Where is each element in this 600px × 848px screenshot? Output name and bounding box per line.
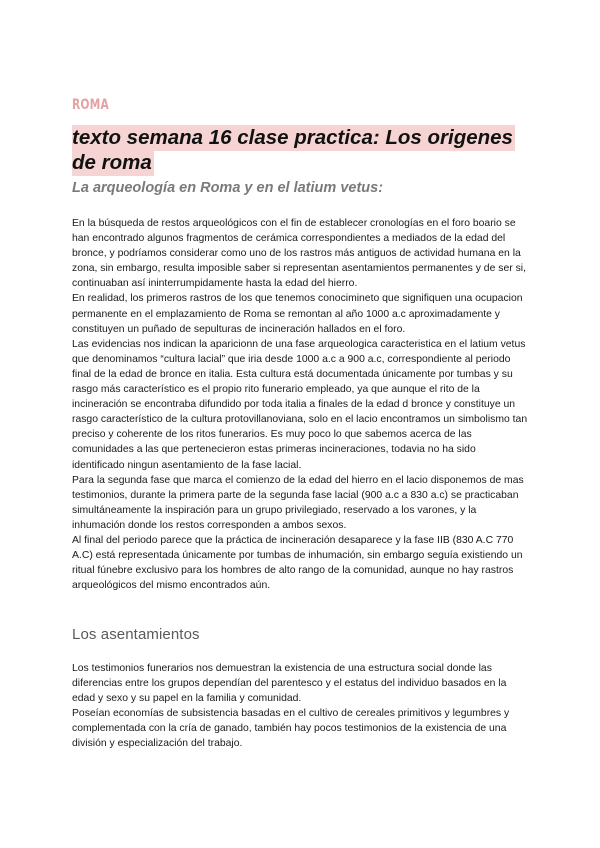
document-title — [72, 126, 542, 175]
document-kicker: ROMA — [72, 97, 109, 113]
paragraph: Para la segunda fase que marca el comienzo de la edad del hierro en el lacio disponemos de mas testimonios, durante la primera parte de la segunda fase lacial (900 a.c a 830 a.c) se practicaban simultáneamente la inspiración para un grupo privilegiado, reservado a los varones, y la inhumación donde los restos corresponden a ambos sexos. — [72, 474, 524, 531]
paragraph: Poseían economías de subsistencia basadas en el cultivo de cereales primitivos y legumbres y complementada con la cría de ganado, también hay pocos testimonios de la existencia de una división y especialización del trabajo. — [72, 708, 510, 750]
paragraph: Los testimonios funerarios nos demuestran la existencia de una estructura social donde las diferencias entre los grupos dependían del parentesco y el estatus del individuo basados en la edad y sexo y su papel en la familia y comunidad. — [72, 663, 507, 705]
section-asentamientos-body — [72, 661, 528, 752]
document-title-text: texto semana 16 clase practica: Los origenes de roma — [72, 126, 513, 174]
paragraph: Al final del periodo parece que la práctica de incineración desaparece y la fase IIB (830 A.C 770 A.C) está representada únicamente por tumbas de inhumación, sin embargo seguía existiendo un ritual fúnebre exclusivo para los hombres de alto rango de la comunidad, aunque no hay rastros arqueológicos del mismo encontrados aún. — [72, 534, 523, 592]
paragraph: En la búsqueda de restos arqueológicos con el fin de establecer cronologías en el foro boario se han encontrado algunos fragmentos de cerámica correspondientes a mediados de la edad del bronce, y podríamos considerar como uno de los rastros más antiguos de actividad humana en la zona, sin embargo, resulta imposible saber si representan asentamientos permanentes y de ser si, continuaban así ininterrumpidamente hasta la edad del hierro. — [72, 218, 526, 290]
document-subtitle: La arqueología en Roma y en el latium vetus: — [72, 180, 384, 196]
section-heading-asentamientos: Los asentamientos — [72, 626, 200, 643]
section-arqueologia-body — [72, 216, 528, 593]
paragraph: En realidad, los primeros rastros de los que tenemos conocimineto que signifiquen una ocupacion permanente en el emplazamiento de Roma se remontan al año 1000 a.c aproximadamente y constituyen un puñado de sepulturas de incineración hallados en el foro. — [72, 293, 523, 335]
paragraph: Las evidencias nos indican la aparicionn de una fase arqueologica caracteristica en el latium vetus que denominamos “cultura lacial” que iria desde 1000 a.c a 900 a.c, correspondiente al periodo final de la edad de bronce en italia. Esta cultura está documentada únicamente por tumbas y su rasgo más característico es el propio rito funerario empleado, ya que aunque el rito de la incineración se encontraba difundido por toda italia a finales de la edad d bronce y constituye un rasgo característico de la cultura protovillanoviana, solo en el lacio encontramos un simbolismo tan preciso y coherente de los ritos funerarios. Es muy poco lo que sabemos acerca de las comunidades a las que pertenecieron estas primeras incineraciones, todavia no ha sido identificado ningun asentamiento de la fase lacial. — [72, 338, 528, 471]
